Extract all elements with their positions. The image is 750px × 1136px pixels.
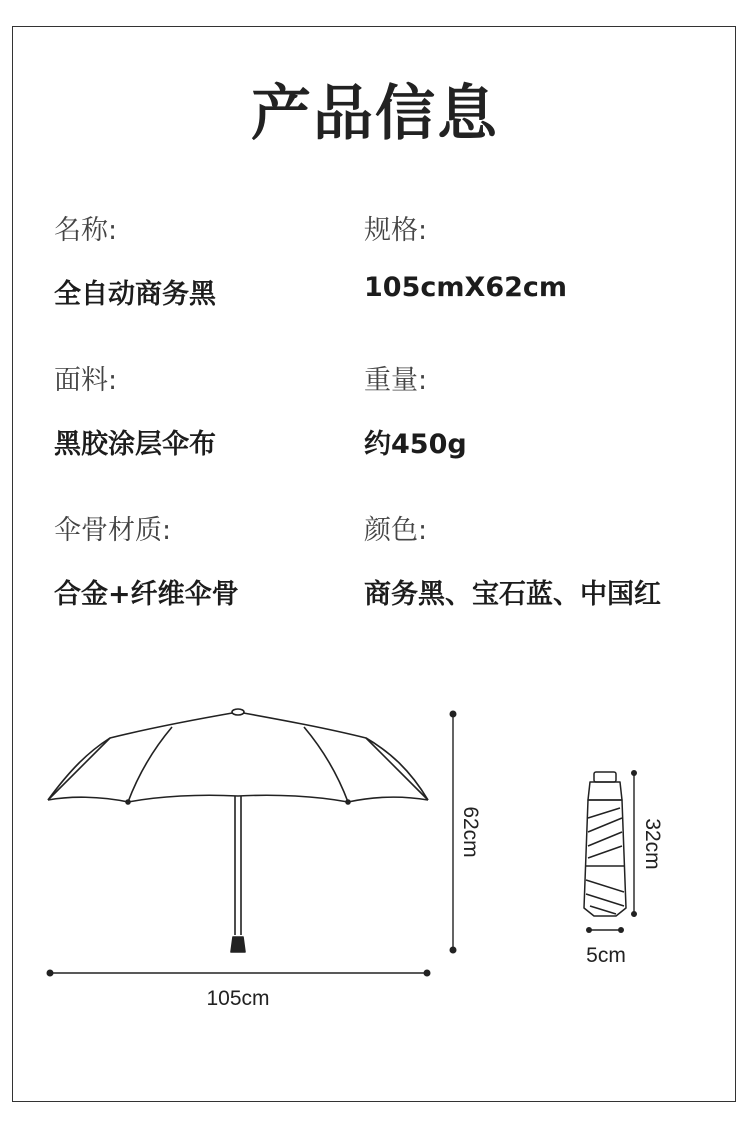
spec-colors-value: 商务黑、宝石蓝、中国红 (364, 579, 661, 610)
folded-length-label: 32cm (641, 818, 664, 870)
spec-fabric-label: 面料: (54, 365, 118, 396)
spec-weight-value: 约450g (364, 429, 467, 460)
spec-frame-material-value: 合金+纤维伞骨 (54, 579, 239, 610)
page-title: 产品信息 (251, 79, 499, 149)
spec-colors-label: 颜色: (364, 515, 428, 546)
height-dimension-label: 62cm (459, 806, 482, 858)
width-dimension-line (47, 970, 431, 977)
folded-width-label: 5cm (586, 944, 626, 967)
spec-size-value: 105cmX62cm (364, 272, 568, 303)
spec-size-label: 规格: (364, 215, 428, 246)
spec-weight-label: 重量: (364, 365, 428, 396)
height-dimension-line (450, 711, 457, 954)
width-dimension-label: 105cm (206, 987, 270, 1010)
spec-name-label: 名称: (54, 215, 118, 246)
folded-umbrella-icon (584, 772, 626, 916)
open-umbrella-icon (48, 709, 428, 952)
spec-frame-material-label: 伞骨材质: (54, 515, 172, 546)
folded-width-dimension-line (586, 927, 624, 933)
folded-length-dimension-line (631, 770, 637, 917)
spec-fabric-value: 黑胶涂层伞布 (54, 429, 216, 460)
spec-name-value: 全自动商务黑 (54, 279, 216, 310)
